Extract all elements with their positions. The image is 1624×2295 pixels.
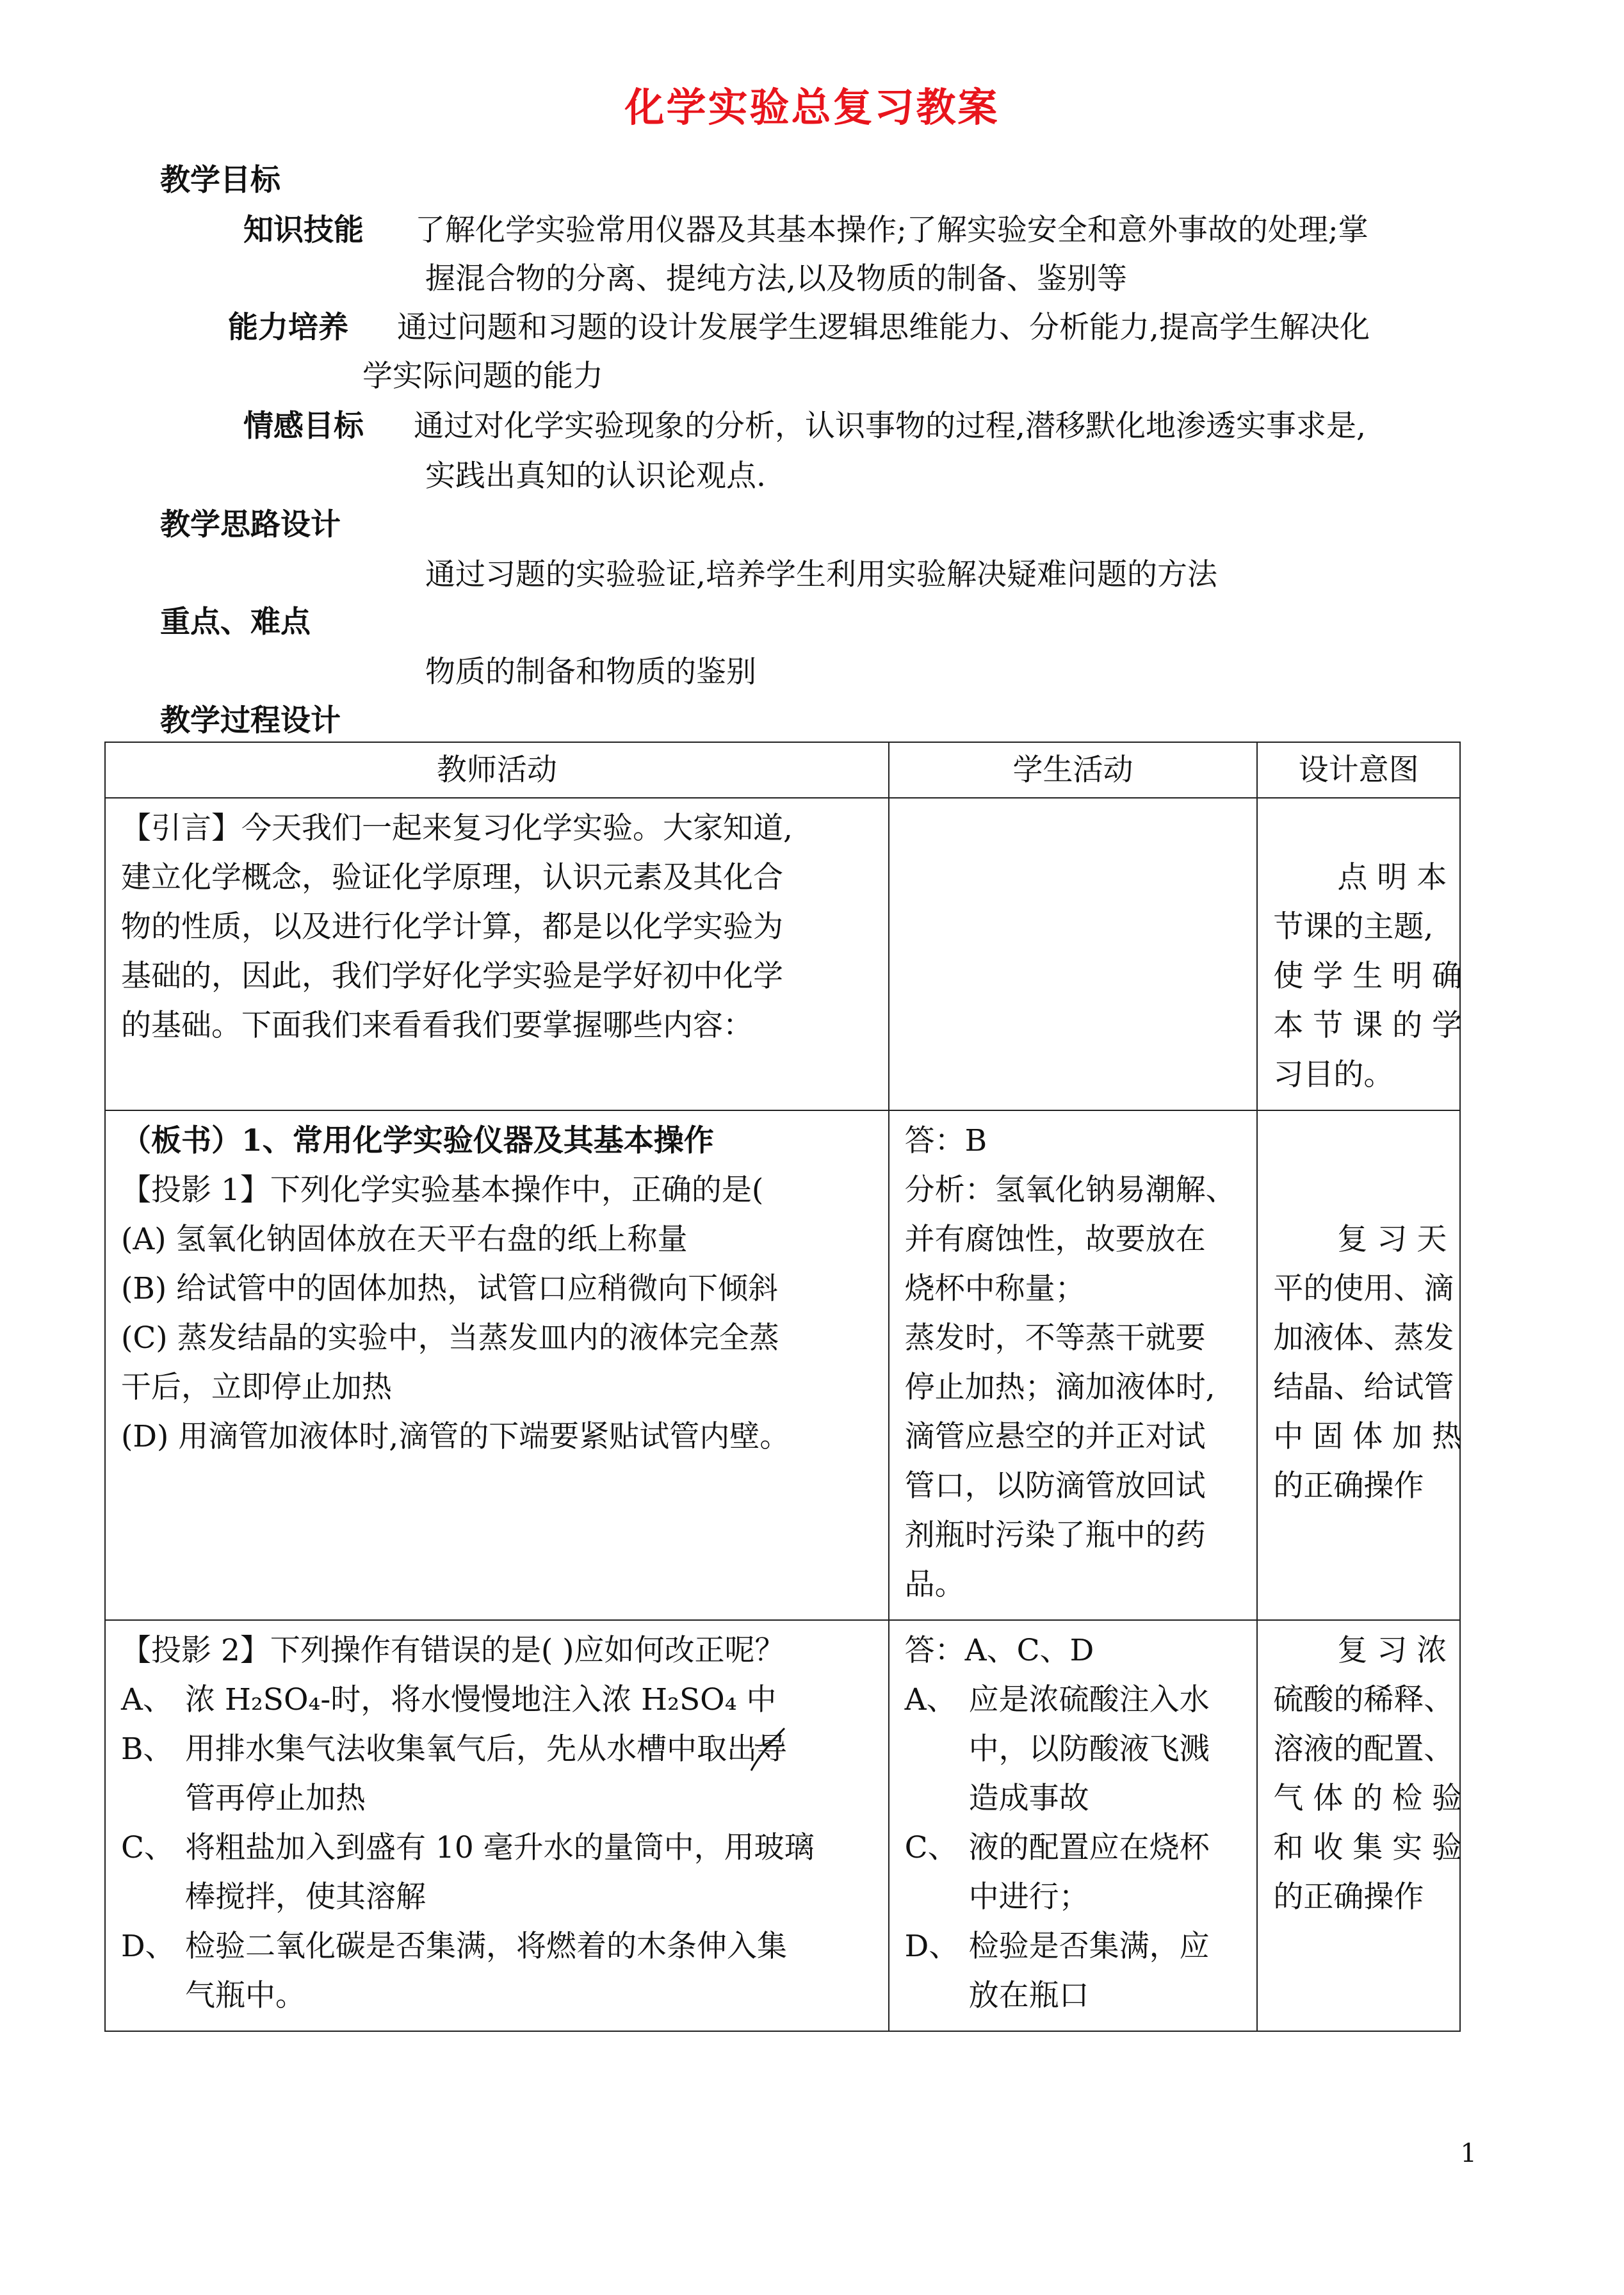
knowledge-line-1: 了解化学实验常用仪器及其基本操作;了解实验安全和意外事故的处理;掌 xyxy=(415,213,1368,248)
emotion-line-1: 通过对化学实验现象的分析，认识事物的过程,潜移默化地渗透实事求是, xyxy=(414,409,1366,444)
row2-student-line: 滴管应悬空的并正对试 xyxy=(904,1419,1206,1454)
row3-teacher-option xyxy=(121,1823,873,1922)
row3-teacher-option xyxy=(121,1675,873,1724)
knowledge-line-2: 握混合物的分离、提纯方法,以及物质的制备、鉴别等 xyxy=(425,261,1127,296)
option-line: 中，以防酸液飞溅 xyxy=(968,1731,1210,1767)
row2-intent-line: 中 固 体 加 热 xyxy=(1273,1419,1463,1454)
table-row xyxy=(105,798,1460,1110)
row1-intent-line: 点 明 本 xyxy=(1337,860,1447,895)
row3-teacher-option xyxy=(121,1724,873,1823)
design-heading: 教学思路设计 xyxy=(160,507,341,542)
row2-teacher-line: (C) 蒸发结晶的实验中，当蒸发皿内的液体完全蒸 xyxy=(121,1320,779,1356)
option-line: 浓 H₂SO₄-时，将水慢慢地注入浓 H₂SO₄ 中 xyxy=(185,1682,777,1717)
table-row xyxy=(105,1110,1460,1620)
row2-student-line: 管口，以防滴管放回试 xyxy=(904,1468,1206,1504)
option-line: 棒搅拌，使其溶解 xyxy=(185,1879,426,1915)
row2-student-line: 蒸发时，不等蒸干就要 xyxy=(904,1320,1206,1356)
row2-teacher-cell xyxy=(105,1110,889,1620)
header-intent: 设计意图 xyxy=(1257,742,1460,798)
process-heading: 教学过程设计 xyxy=(160,703,341,738)
keypoints-text: 物质的制备和物质的鉴别 xyxy=(425,654,756,690)
document-title: 化学实验总复习教案 xyxy=(624,84,1000,131)
process-table xyxy=(104,742,1461,2032)
row1-intent-line: 本 节 课 的 学 xyxy=(1273,1008,1463,1043)
option-line: 检验是否集满，应 xyxy=(968,1929,1210,1964)
row2-intent-cell xyxy=(1257,1110,1463,1620)
row3-intent-line: 的正确操作 xyxy=(1273,1879,1424,1915)
row2-intent-line: 复 习 天 xyxy=(1337,1222,1447,1257)
option-line: 用排水集气法收集氧气后，先从水槽中取出导 xyxy=(185,1731,787,1767)
row2-student-line: 停止加热；滴加液体时, xyxy=(904,1370,1215,1405)
row2-teacher-line: （板书）1、常用化学实验仪器及其基本操作 xyxy=(121,1123,714,1158)
option-line: 液的配置应在烧杯 xyxy=(968,1830,1210,1865)
option-line: 应是浓硫酸注入水 xyxy=(968,1682,1210,1717)
option-key: A、 xyxy=(121,1682,173,1717)
row2-intent-line: 平的使用、滴 xyxy=(1273,1271,1454,1306)
row1-student-cell xyxy=(889,798,1258,1110)
row1-intent-line: 节课的主题, xyxy=(1273,909,1434,945)
row1-teacher-line: 【引言】今天我们一起来复习化学实验。大家知道, xyxy=(121,811,793,846)
row2-student-line: 品。 xyxy=(904,1567,965,1602)
row2-intent-line: 加液体、蒸发 xyxy=(1273,1320,1454,1356)
option-line: 气瓶中。 xyxy=(185,1978,305,2013)
row3-student-option xyxy=(905,1675,1242,1823)
emotion-label: 情感目标 xyxy=(243,409,364,444)
row1-teacher-line: 的基础。下面我们来看看我们要掌握哪些内容： xyxy=(121,1008,753,1043)
row2-student-cell xyxy=(889,1110,1258,1620)
option-line: 管再停止加热 xyxy=(185,1781,366,1816)
option-key: C、 xyxy=(904,1830,958,1865)
row3-teacher-option xyxy=(121,1922,873,2020)
row1-teacher-line: 物的性质，以及进行化学计算，都是以化学实验为 xyxy=(121,909,783,945)
row3-intent-line: 气 体 的 检 验 xyxy=(1273,1781,1463,1816)
header-student: 学生活动 xyxy=(889,742,1258,798)
row2-teacher-line: 干后，立即停止加热 xyxy=(121,1370,392,1405)
row2-intent-line: 结晶、给试管 xyxy=(1273,1370,1454,1405)
row1-intent-line: 使 学 生 明 确 xyxy=(1273,959,1463,994)
row2-student-line: 剂瓶时污染了瓶中的药 xyxy=(904,1518,1206,1553)
knowledge-label: 知识技能 xyxy=(243,213,364,248)
option-key: C、 xyxy=(121,1830,174,1865)
row3-teacher-cell xyxy=(105,1620,889,2031)
row2-teacher-line: (B) 给试管中的固体加热，试管口应稍微向下倾斜 xyxy=(121,1271,779,1306)
row2-intent-line: 的正确操作 xyxy=(1273,1468,1424,1504)
option-key: D、 xyxy=(904,1929,959,1964)
row2-student-line: 并有腐蚀性，故要放在 xyxy=(904,1222,1206,1257)
page-number: 1 xyxy=(1460,2139,1477,2168)
option-line: 放在瓶口 xyxy=(968,1978,1089,2013)
table-row xyxy=(105,1620,1460,2031)
row2-student-line: 烧杯中称量； xyxy=(904,1271,1085,1306)
row3-intent-line: 和 收 集 实 验 xyxy=(1273,1830,1463,1865)
option-key: A、 xyxy=(904,1682,957,1717)
objectives-heading: 教学目标 xyxy=(160,163,280,198)
option-line: 检验二氧化碳是否集满，将燃着的木条伸入集 xyxy=(185,1929,787,1964)
ability-line-1: 通过问题和习题的设计发展学生逻辑思维能力、分析能力,提高学生解决化 xyxy=(397,310,1370,345)
row3-teacher-intro: 【投影 2】下列操作有错误的是( )应如何改正呢？ xyxy=(121,1633,785,1668)
option-line: 将粗盐加入到盛有 10 毫升水的量筒中，用玻璃 xyxy=(185,1830,815,1865)
ability-label: 能力培养 xyxy=(228,310,348,345)
option-line: 中进行； xyxy=(968,1879,1089,1915)
option-key: B、 xyxy=(121,1731,174,1767)
option-key: D、 xyxy=(121,1929,175,1964)
handwritten-strike-mark xyxy=(749,1726,787,1773)
keypoints-heading: 重点、难点 xyxy=(160,604,311,640)
ability-line-2: 学实际问题的能力 xyxy=(362,359,603,394)
row2-teacher-line: (D) 用滴管加液体时,滴管的下端要紧贴试管内壁。 xyxy=(121,1419,790,1454)
row3-student-option xyxy=(905,1922,1242,2020)
emotion-line-2: 实践出真知的认识论观点. xyxy=(425,458,766,494)
row3-intent-cell xyxy=(1257,1620,1463,2031)
row3-student-intro: 答：A、C、D xyxy=(904,1633,1094,1668)
row1-teacher-cell xyxy=(105,798,889,1110)
design-text: 通过习题的实验验证,培养学生利用实验解决疑难问题的方法 xyxy=(425,557,1217,592)
header-teacher: 教师活动 xyxy=(105,742,889,798)
row1-intent-cell xyxy=(1257,798,1463,1110)
row3-student-option xyxy=(905,1823,1242,1922)
row2-teacher-line: 【投影 1】下列化学实验基本操作中，正确的是( xyxy=(121,1172,764,1208)
row2-teacher-line: (A) 氢氧化钠固体放在天平右盘的纸上称量 xyxy=(121,1222,688,1257)
row2-student-line: 分析：氢氧化钠易潮解、 xyxy=(904,1172,1236,1208)
row1-intent-line: 习目的。 xyxy=(1273,1057,1394,1092)
row3-intent-line: 硫酸的稀释、 xyxy=(1273,1682,1454,1717)
row1-teacher-line: 建立化学概念，验证化学原理，认识元素及其化合 xyxy=(121,860,783,895)
row1-teacher-line: 基础的，因此，我们学好化学实验是学好初中化学 xyxy=(121,959,783,994)
option-line: 造成事故 xyxy=(968,1781,1089,1816)
row3-student-cell xyxy=(889,1620,1258,2031)
row3-intent-line: 复 习 浓 xyxy=(1337,1633,1447,1668)
row3-intent-line: 溶液的配置、 xyxy=(1273,1731,1454,1767)
row2-student-line: 答：B xyxy=(904,1123,987,1158)
table-header-row xyxy=(105,742,1460,798)
